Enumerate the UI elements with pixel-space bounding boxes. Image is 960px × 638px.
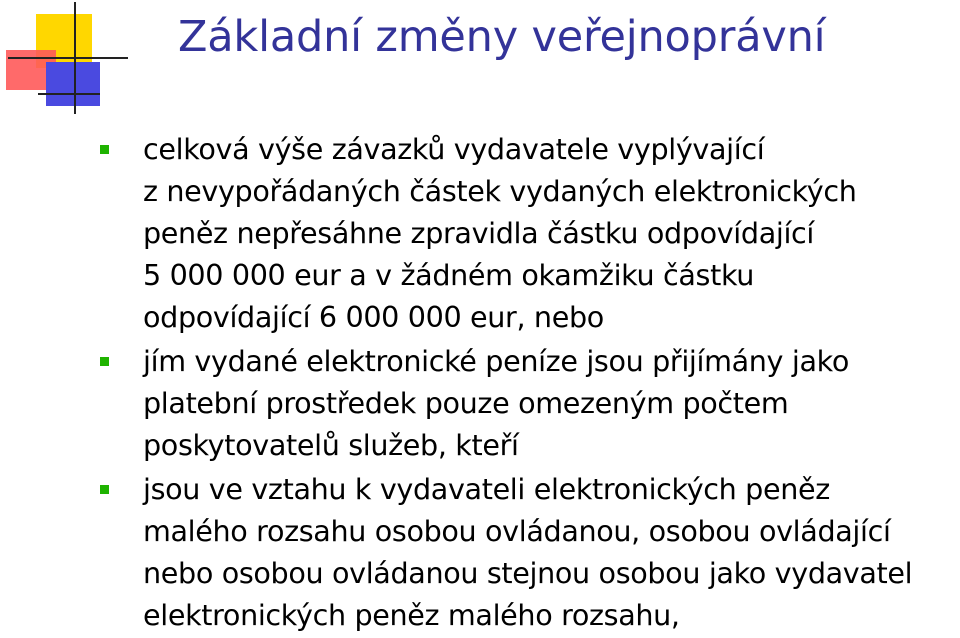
bullet-item	[0, 128, 960, 338]
square-bullet-icon	[100, 145, 109, 154]
slide-title: Základní změny veřejnoprávní	[178, 12, 826, 62]
bullet-text: celková výše závazků vydavatele vyplývající z nevypořádaných částek vydaných elektronických peněz nepřesáhne zpravidla částku odpovídající 5 000 000 eur a v žádném okamžiku částku odpovídající 6 000 000 eur, nebo	[143, 132, 857, 334]
bullet-item	[0, 468, 960, 636]
decorative-squares-logo	[0, 0, 140, 118]
bullet-text: jsou ve vztahu k vydavateli elektronických peněz malého rozsahu osobou ovládanou, osobou ovládající nebo osobou ovládanou stejnou osobou jako vydavatel elektronických peněz malého rozsahu,	[143, 472, 913, 632]
square-bullet-icon	[100, 485, 109, 494]
blue-square	[46, 62, 100, 106]
square-bullet-icon	[100, 357, 109, 366]
bullet-list	[0, 128, 960, 638]
bullet-text: jím vydané elektronické peníze jsou přijímány jako platební prostředek pouze omezeným počtem poskytovatelů služeb, kteří	[143, 344, 849, 462]
bullet-item	[0, 340, 960, 466]
